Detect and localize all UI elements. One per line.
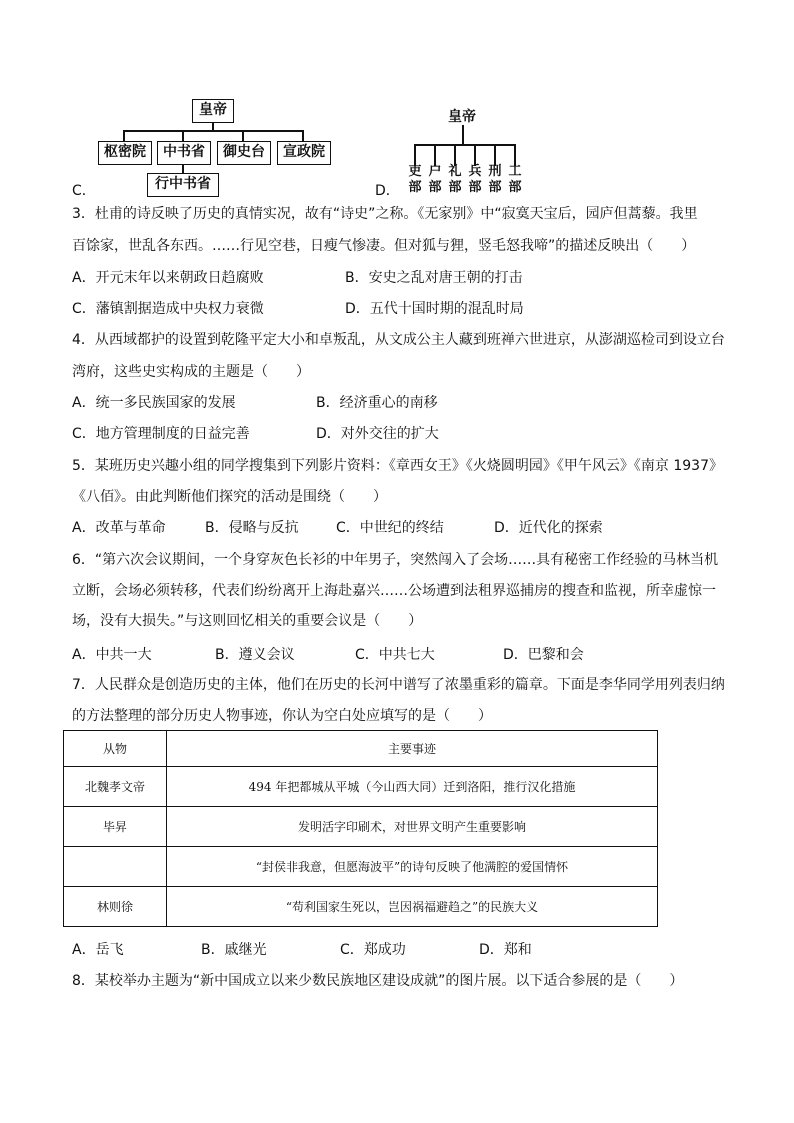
table-cell: 494 年把都城从平城（今山西大同）迁到洛阳，推行汉化措施 [167, 767, 658, 807]
diagram-d-ministry: 户部 [428, 164, 442, 195]
question-3-option-b: B．安史之乱对唐王朝的打击 [345, 270, 523, 286]
diagram-d-connector [454, 144, 456, 166]
table-row [64, 767, 658, 807]
diagram-d-connector [494, 144, 496, 166]
diagram-d-ministry: 吏部 [408, 164, 422, 195]
diagram-d-emperor: 皇帝 [448, 109, 476, 125]
diagram-d-connector [414, 144, 516, 146]
question-4-stem: 湾府，这些史实构成的主题是（ ） [72, 364, 310, 380]
question-3-option-a: A．开元末年以来朝政日趋腐败 [72, 270, 264, 286]
diagram-d-ministry: 礼部 [448, 164, 462, 195]
table-header-cell: 从物 [64, 731, 167, 767]
table-cell: “苟利国家生死以，岂因祸福避趋之”的民族大义 [167, 887, 658, 927]
question-4-option-a: A．统一多民族国家的发展 [72, 395, 236, 411]
diagram-d-connector [414, 144, 416, 166]
table-row [64, 887, 658, 927]
table-cell: 林则徐 [64, 887, 167, 927]
diagram-c-connector [302, 130, 304, 141]
diagram-d-ministry: 工部 [508, 164, 522, 195]
diagram-c-box: 宣政院 [277, 141, 331, 165]
diagram-c-connector [242, 130, 244, 141]
table-row [64, 847, 658, 887]
diagram-d-ministry: 刑部 [488, 164, 502, 195]
question-5-stem: 5．某班历史兴趣小组的同学搜集到下列影片资料：《章西女王》《火烧圆明园》《甲午风云》《南京 1937》 [72, 458, 723, 474]
question-3-option-d: D．五代十国时期的混乱时局 [345, 301, 524, 317]
question-5-option-b: B．侵略与反抗 [205, 520, 299, 536]
diagram-d-ministry: 兵部 [468, 164, 482, 195]
question-4-option-d: D．对外交往的扩大 [316, 426, 439, 442]
question-6-option-a: A．中共一大 [72, 647, 152, 663]
question-5-stem: 《八佰》。由此判断他们探究的活动是围绕（ ） [72, 489, 387, 505]
diagram-d-connector [474, 144, 476, 166]
diagram-c-connector [123, 130, 303, 132]
question-6-stem: 立断，会场必须转移，代表们纷纷离开上海赴嘉兴……公场遭到法租界巡捕房的搜查和监视，所幸虚惊一 [72, 583, 716, 599]
option-d-label: D． [375, 183, 400, 199]
question-6-stem: 6．“第六次会议期间，一个身穿灰色长衫的中年男子，突然闯入了会场……具有秘密工作经验的马林当机 [72, 552, 719, 568]
question-7-option-c: C．郑成功 [340, 942, 406, 958]
question-3-stem: 百馀家，世乱各东西。……行见空巷，日瘦气惨凄。但对狐与狸，竖毛怒我啼”的描述反映出（ ） [72, 238, 696, 254]
table-cell: 毕昇 [64, 807, 167, 847]
table-cell: 北魏孝文帝 [64, 767, 167, 807]
question-6-option-b: B．遵义会议 [215, 647, 295, 663]
diagram-c-connector [123, 130, 125, 141]
question-7-stem: 7．人民群众是创造历史的主体，他们在历史的长河中谱写了浓墨重彩的篇章。下面是李华同学用列表归纳 [72, 677, 725, 693]
table-cell: “封侯非我意，但愿海波平”的诗句反映了他满腔的爱国情怀 [167, 847, 658, 887]
table-row [64, 807, 658, 847]
question-5-option-c: C．中世纪的终结 [336, 520, 444, 536]
question-6-option-c: C．中共七大 [355, 647, 435, 663]
table-cell: 发明活字印刷术，对世界文明产生重要影响 [167, 807, 658, 847]
question-3-stem: 3．杜甫的诗反映了历史的真情实况，故有“诗史”之称。《无家别》中“寂寞天宝后，园庐但蒿藜。我里 [72, 206, 698, 222]
diagram-c-connector [182, 164, 184, 173]
diagram-d-connector [434, 144, 436, 166]
diagram-d-connector [514, 144, 516, 166]
question-5-option-a: A．改革与革命 [72, 520, 166, 536]
question-3-option-c: C．藩镇割据造成中央权力衰微 [72, 301, 264, 317]
question-4-stem: 4．从西域都护的设置到乾隆平定大小和卓叛乱，从文成公主人藏到班禅六世进京，从澎湖巡检司到设立台 [72, 332, 725, 348]
diagram-c-box: 中书省 [157, 141, 211, 165]
diagram-c-box: 枢密院 [98, 141, 152, 165]
question-6-option-d: D．巴黎和会 [503, 647, 584, 663]
diagram-c-province-box: 行中书省 [147, 173, 219, 197]
history-figures-table [63, 730, 658, 927]
question-5-option-d: D．近代化的探索 [494, 520, 603, 536]
question-7-option-a: A．岳飞 [72, 942, 124, 958]
diagram-d-connector [462, 125, 464, 145]
question-7-stem: 的方法整理的部分历史人物事迹，你认为空白处应填写的是（ ） [72, 708, 492, 724]
question-7-option-d: D．郑和 [479, 942, 532, 958]
question-8-stem: 8．某校举办主题为“新中国成立以来少数民族地区建设成就”的图片展。以下适合参展的是（ ） [72, 973, 684, 989]
table-header-row [64, 731, 658, 767]
question-6-stem: 场，没有大损失。”与这则回忆相关的重要会议是（ ） [72, 613, 423, 629]
diagram-c-emperor-box: 皇帝 [192, 99, 234, 123]
diagram-c-connector [182, 130, 184, 141]
diagram-c-box: 御史台 [217, 141, 271, 165]
option-c-label: C． [72, 183, 96, 199]
question-7-option-b: B．戚继光 [201, 942, 267, 958]
question-4-option-c: C．地方管理制度的日益完善 [72, 426, 250, 442]
table-cell-blank [64, 847, 167, 887]
question-4-option-b: B．经济重心的南移 [316, 395, 438, 411]
table-header-cell: 主要事迹 [167, 731, 658, 767]
